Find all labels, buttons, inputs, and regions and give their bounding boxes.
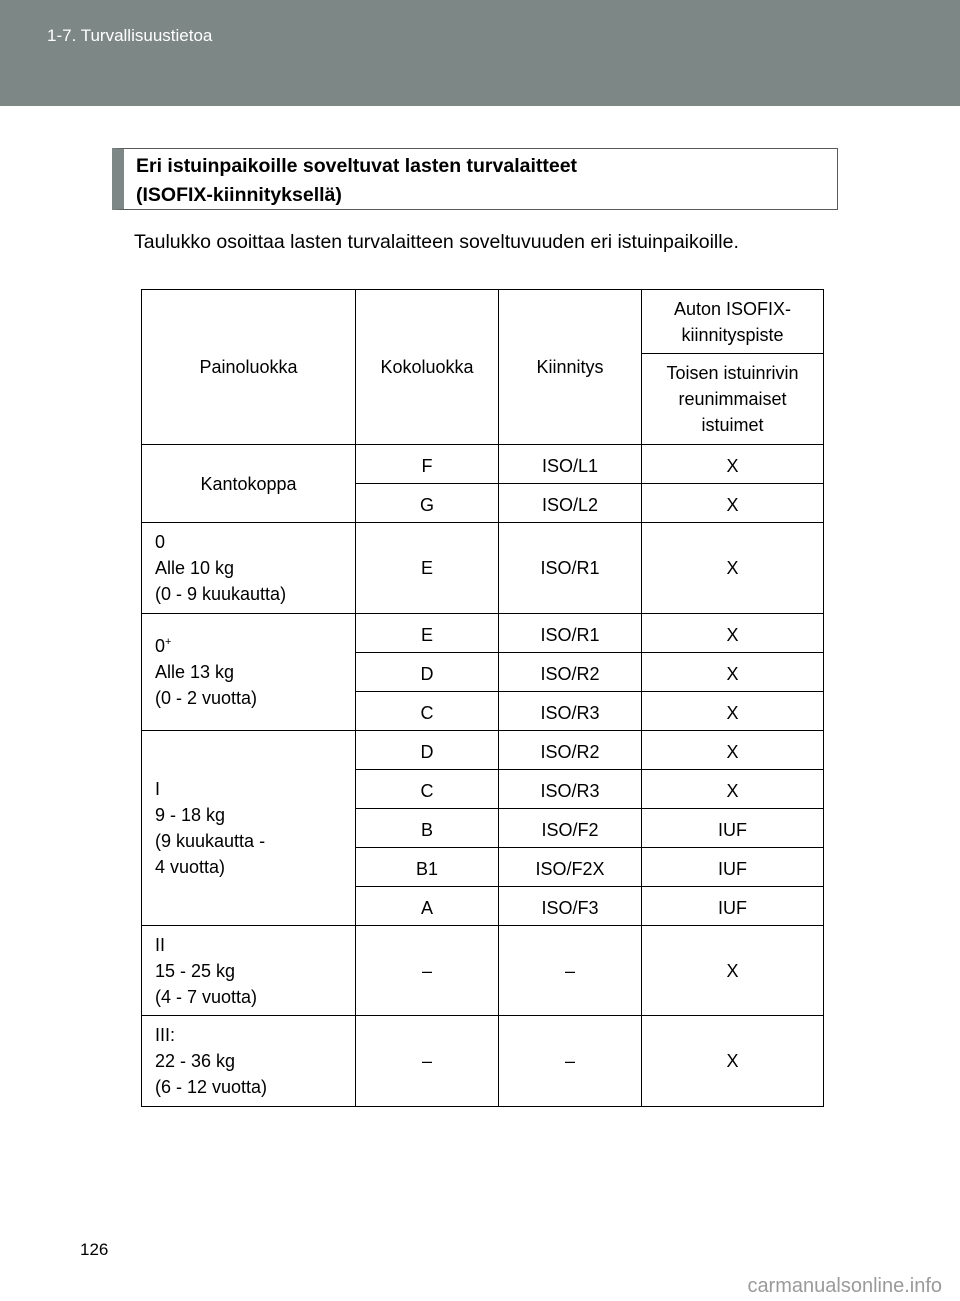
suitability-cell: X bbox=[642, 523, 824, 614]
fixture-cell: ISO/R3 bbox=[499, 692, 642, 731]
weight-class-line: (6 - 12 vuotta) bbox=[155, 1077, 268, 1097]
heading-line-2: (ISOFIX-kiinnityksellä) bbox=[136, 184, 342, 206]
weight-class-cell bbox=[142, 731, 356, 926]
header-size: Kokoluokka bbox=[356, 290, 499, 445]
suitability-cell: X bbox=[642, 653, 824, 692]
suitability-cell: X bbox=[642, 731, 824, 770]
fixture-cell: – bbox=[499, 1016, 642, 1107]
weight-class-label: II bbox=[155, 934, 166, 955]
size-class-cell: C bbox=[356, 692, 499, 731]
weight-class-label: I bbox=[155, 779, 161, 799]
suitability-cell: X bbox=[642, 484, 824, 523]
size-class-cell: F bbox=[356, 445, 499, 484]
fixture-cell: ISO/F2 bbox=[499, 809, 642, 848]
weight-class-line: (9 kuukautta - bbox=[155, 831, 266, 851]
weight-class-cell bbox=[142, 445, 356, 523]
fixture-cell: ISO/F3 bbox=[499, 887, 642, 926]
fixture-cell: ISO/R3 bbox=[499, 770, 642, 809]
weight-class-label: 0 bbox=[155, 532, 166, 552]
suitability-cell: X bbox=[642, 926, 824, 1016]
weight-class-sup: + bbox=[165, 636, 172, 648]
weight-class-line: 15 - 25 kg bbox=[155, 960, 236, 981]
table-row bbox=[142, 614, 824, 653]
suitability-cell: IUF bbox=[642, 848, 824, 887]
fixture-cell: ISO/R2 bbox=[499, 653, 642, 692]
weight-class-cell bbox=[142, 926, 356, 1016]
suitability-cell: IUF bbox=[642, 809, 824, 848]
weight-class-line: 22 - 36 kg bbox=[155, 1051, 236, 1071]
weight-class-label: Kantokoppa bbox=[200, 473, 297, 494]
table-row bbox=[142, 926, 824, 1016]
heading-line-1: Eri istuinpaikoille soveltuvat lasten turvalaitteet bbox=[136, 155, 578, 177]
weight-class-line: Alle 10 kg bbox=[155, 558, 235, 578]
size-class-cell: – bbox=[356, 1016, 499, 1107]
weight-class-line: (0 - 9 kuukautta) bbox=[155, 584, 287, 604]
intro-text: Taulukko osoittaa lasten turvalaitteen soveltuvuuden eri istuinpaikoille. bbox=[134, 231, 739, 253]
header-fixture: Kiinnitys bbox=[499, 290, 642, 445]
table-row bbox=[142, 523, 824, 614]
weight-class-label: 0 bbox=[155, 636, 166, 656]
suitability-cell: X bbox=[642, 692, 824, 731]
weight-class-cell bbox=[142, 614, 356, 731]
size-class-cell: E bbox=[356, 523, 499, 614]
weight-class-line: 4 vuotta) bbox=[155, 857, 226, 877]
fixture-cell: – bbox=[499, 926, 642, 1016]
fixture-cell: ISO/L1 bbox=[499, 445, 642, 484]
table-row bbox=[142, 1016, 824, 1107]
fixture-cell: ISO/R1 bbox=[499, 614, 642, 653]
size-class-cell: D bbox=[356, 731, 499, 770]
suitability-cell: X bbox=[642, 445, 824, 484]
weight-class-cell bbox=[142, 523, 356, 614]
size-class-cell: C bbox=[356, 770, 499, 809]
fixture-cell: ISO/R2 bbox=[499, 731, 642, 770]
size-class-cell: B bbox=[356, 809, 499, 848]
header-weight: Painoluokka bbox=[142, 290, 356, 445]
weight-class-label: III: bbox=[155, 1025, 176, 1045]
weight-class-line: (0 - 2 vuotta) bbox=[155, 688, 258, 708]
suitability-cell: IUF bbox=[642, 887, 824, 926]
size-class-cell: E bbox=[356, 614, 499, 653]
suitability-cell: X bbox=[642, 614, 824, 653]
table-row bbox=[142, 445, 824, 484]
suitability-cell: X bbox=[642, 770, 824, 809]
section-title: 1-7. Turvallisuustietoa bbox=[47, 26, 213, 45]
weight-class-line: (4 - 7 vuotta) bbox=[155, 986, 258, 1007]
fixture-cell: ISO/R1 bbox=[499, 523, 642, 614]
fixture-cell: ISO/L2 bbox=[499, 484, 642, 523]
table-row bbox=[142, 731, 824, 770]
size-class-cell: G bbox=[356, 484, 499, 523]
size-class-cell: B1 bbox=[356, 848, 499, 887]
weight-class-line: Alle 13 kg bbox=[155, 662, 235, 682]
header-position: Toisen istuinrivin reunimmaiset istuimet bbox=[642, 354, 824, 445]
section-header-bar bbox=[0, 0, 960, 106]
fixture-cell: ISO/F2X bbox=[499, 848, 642, 887]
heading-box bbox=[112, 148, 838, 210]
size-class-cell: – bbox=[356, 926, 499, 1016]
size-class-cell: D bbox=[356, 653, 499, 692]
weight-class-line: 9 - 18 kg bbox=[155, 805, 226, 825]
suitability-cell: X bbox=[642, 1016, 824, 1107]
weight-class-cell bbox=[142, 1016, 356, 1107]
size-class-cell: A bbox=[356, 887, 499, 926]
watermark: carmanualsonline.info bbox=[747, 1275, 942, 1297]
isofix-table bbox=[141, 289, 824, 1107]
page-number: 126 bbox=[80, 1240, 109, 1259]
header-isofix: Auton ISOFIX-kiinnityspiste bbox=[642, 290, 824, 354]
